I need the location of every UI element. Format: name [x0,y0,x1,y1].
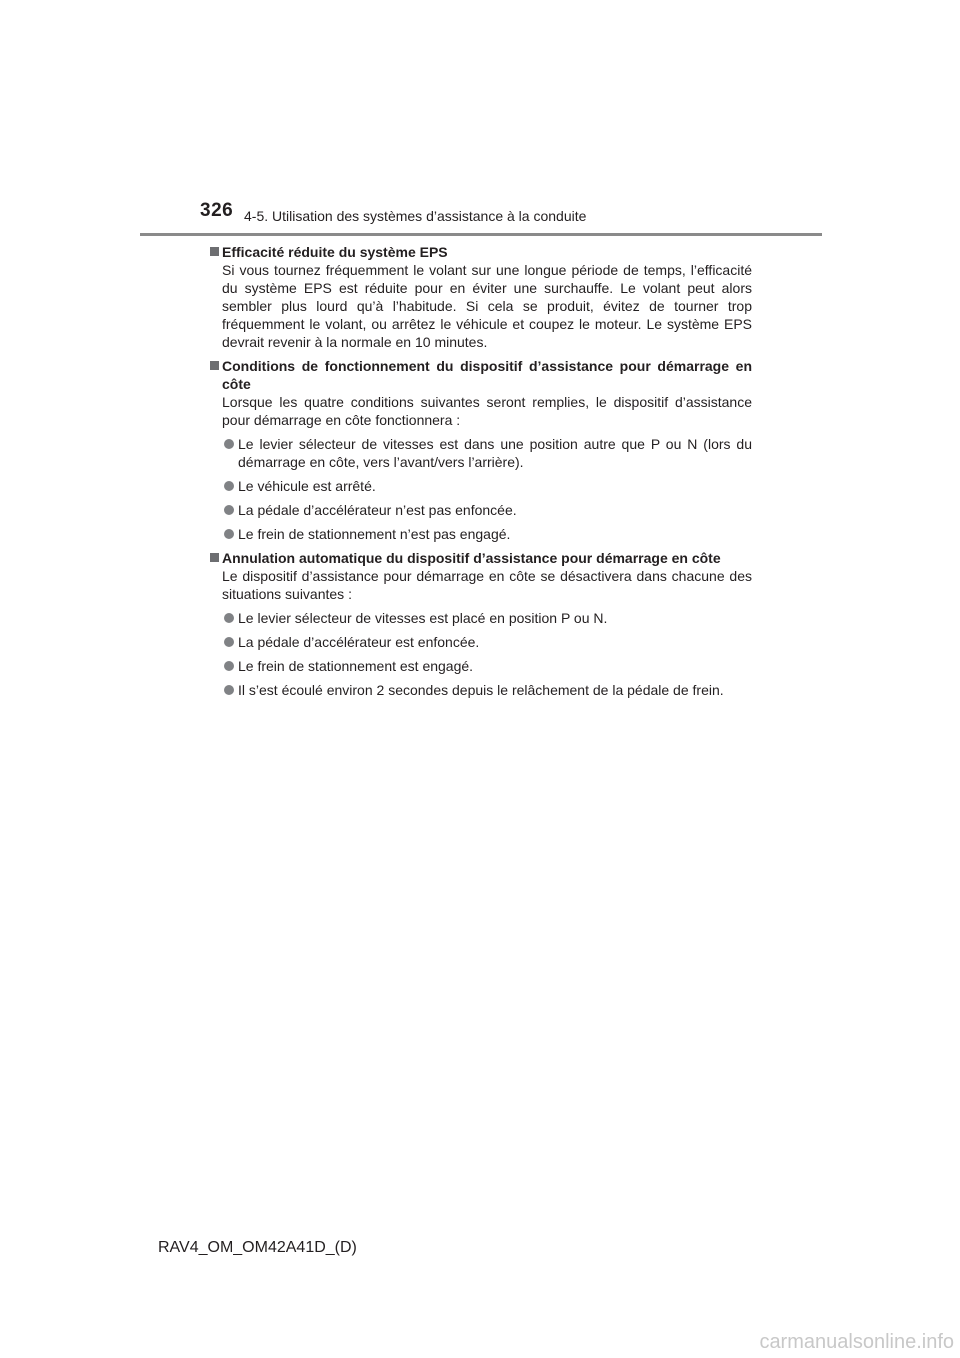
page-content [208,243,752,705]
list-item-text: Le frein de stationnement n’est pas engagé. [238,526,511,542]
circle-bullet-icon [224,613,234,623]
square-bullet-icon [210,553,219,562]
header-divider [140,233,822,236]
square-bullet-icon [210,247,219,256]
section-heading [208,243,752,261]
section-hill-start-conditions [208,357,752,543]
circle-bullet-icon [224,529,234,539]
circle-bullet-icon [224,481,234,491]
document-code: RAV4_OM_OM42A41D_(D) [158,1239,357,1256]
section-heading-text: Conditions de fonctionnement du dispositif d’assistance pour démarrage en côte [222,358,752,392]
section-eps-efficiency [208,243,752,351]
list-item [208,477,752,495]
list-item [208,633,752,651]
circle-bullet-icon [224,685,234,695]
list-item [208,525,752,543]
circle-bullet-icon [224,505,234,515]
square-bullet-icon [210,361,219,370]
list-item-text: Le levier sélecteur de vitesses est dans une position autre que P ou N (lors du démarrage en côte, vers l’avant/vers l’arrière). [238,436,752,470]
list-item [208,435,752,471]
list-item [208,501,752,519]
list-item-text: La pédale d’accélérateur n’est pas enfoncée. [238,502,517,518]
section-heading [208,357,752,393]
list-item-text: Le frein de stationnement est engagé. [238,658,474,674]
watermark: carmanualsonline.info [759,1331,954,1353]
page-number: 326 [200,200,234,221]
circle-bullet-icon [224,661,234,671]
list-item [208,657,752,675]
section-heading-text: Annulation automatique du dispositif d’assistance pour démarrage en côte [222,550,721,566]
section-heading [208,549,752,567]
list-item-text: La pédale d’accélérateur est enfoncée. [238,634,480,650]
section-heading-text: Efficacité réduite du système EPS [222,244,448,260]
circle-bullet-icon [224,439,234,449]
section-paragraph: Lorsque les quatre conditions suivantes seront remplies, le dispositif d’assistance pour démarrage en côte fonctionnera : [222,394,752,428]
section-paragraph: Le dispositif d’assistance pour démarrage en côte se désactivera dans chacune des situations suivantes : [222,568,752,602]
list-item-text: Il s’est écoulé environ 2 secondes depuis le relâchement de la pédale de frein. [238,682,724,698]
list-item [208,609,752,627]
section-title: 4-5. Utilisation des systèmes d’assistance à la conduite [244,208,587,224]
section-paragraph: Si vous tournez fréquemment le volant sur une longue période de temps, l’efficacité du système EPS est réduite pour en éviter une surchauffe. Le volant peut alors sembler plus lourd qu’à l’habitude. Si cela se produit, évitez de tourner trop fréquemment le volant, ou arrêtez le véhicule et coupez le moteur. Le système EPS devrait revenir à la normale en 10 minutes. [222,262,752,350]
list-item-text: Le levier sélecteur de vitesses est placé en position P ou N. [238,610,608,626]
list-item [208,681,752,699]
circle-bullet-icon [224,637,234,647]
page-header [200,200,820,230]
section-hill-start-cancel [208,549,752,699]
list-item-text: Le véhicule est arrêté. [238,478,376,494]
